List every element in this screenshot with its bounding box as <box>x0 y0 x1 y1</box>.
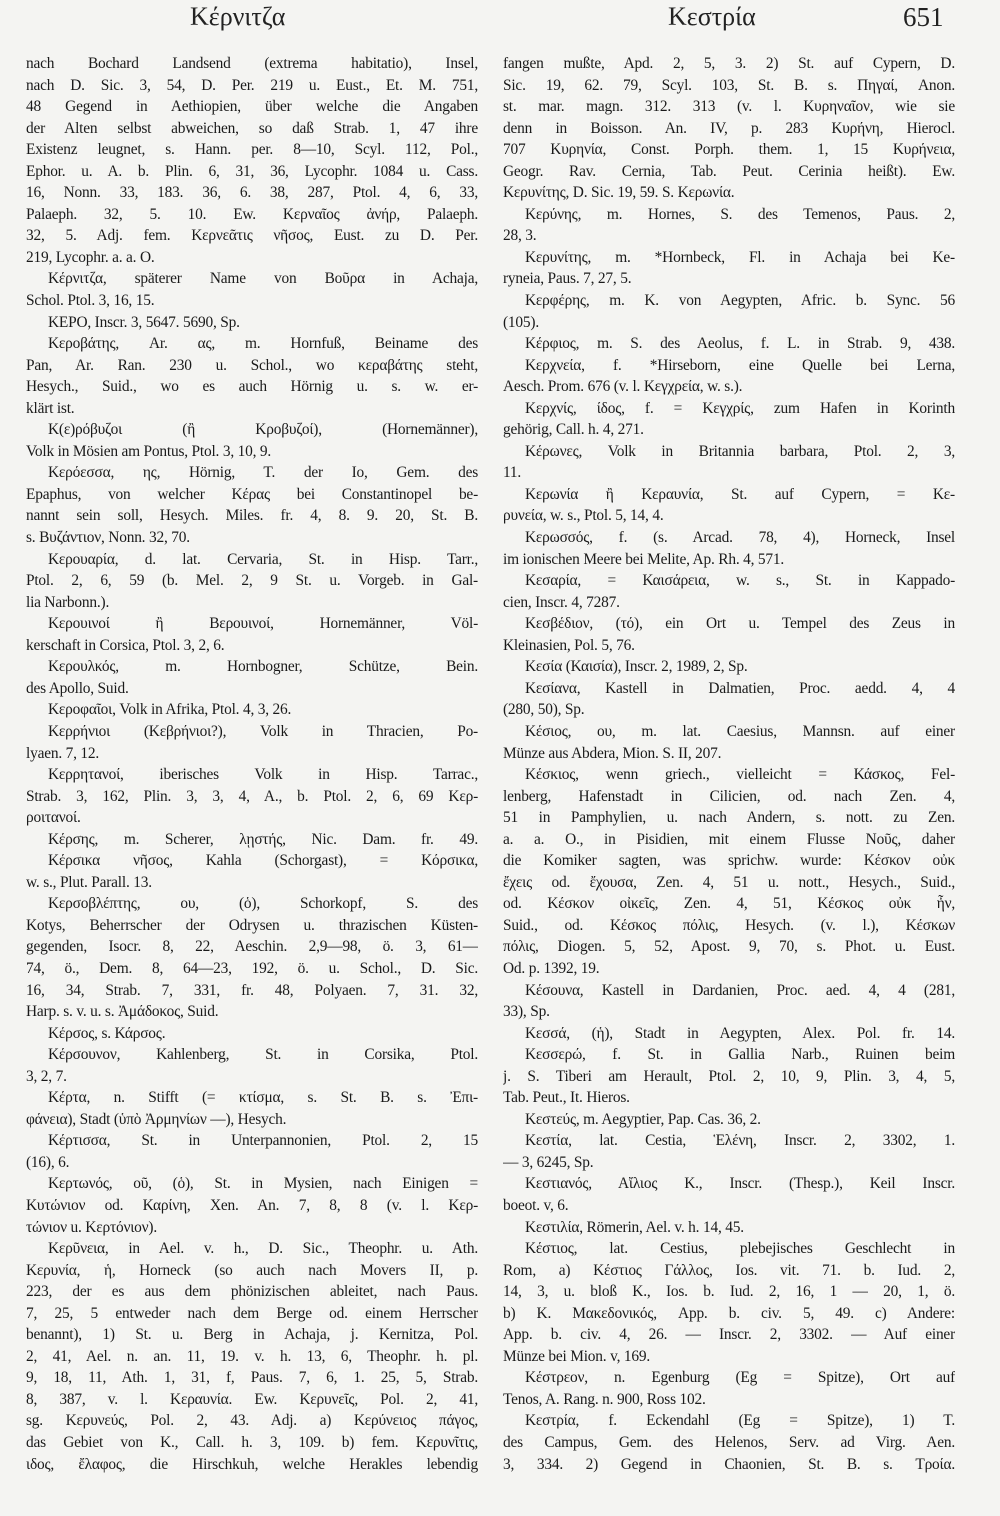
text-line: Epaphus, von welcher Κέρας bei Constantinopel be- <box>26 485 478 503</box>
entry-headline: Κερόεσσα, ης, Hörnig, T. der Io, Gem. des <box>48 464 478 482</box>
text-line: lia Narbonn.). <box>26 593 110 611</box>
text-line: Ptol. 2, 6, 59 (b. Mel. 2, 9 St. u. Vorgeb. in Gal- <box>26 572 478 590</box>
text-line: des Apollo, Suid. <box>26 679 129 697</box>
text-line: Volk in Mösien am Pontus, Ptol. 3, 10, 9. <box>26 442 272 460</box>
entry-headline: Κερωσσός, f. (s. Arcad. 78, 4), Horneck, Insel <box>525 529 955 547</box>
entry-headline: Κεσσερώ, f. St. in Gallia Narb., Ruinen beim <box>525 1046 955 1064</box>
left-guide-word: Κέρνιτζα <box>190 2 286 31</box>
text-line: Od. p. 1392, 19. <box>503 959 600 977</box>
entry-headline: Κέσουνα, Kastell in Dardanien, Proc. aed. 4, 4 (281, <box>525 981 955 999</box>
entry-headline: Κεσαρία, = Καισάρεια, w. s., St. in Kappado- <box>525 572 955 590</box>
text-line: 14, 3, u. bloß Κ., Ios. b. Iud. 2, 16, 1 — 20, 1, ö. <box>503 1283 955 1301</box>
text-line: sg. Κερυνεύς, Pol. 2, 43. Adj. a) Κερύνειος πάγος, <box>26 1412 478 1430</box>
text-line: Κερυνία, ἡ, Horneck (so auch nach Movers II, p. <box>26 1261 478 1279</box>
entry-headline: Κερρήνιοι (Κεβρήνιοι?), Volk in Thracien, Po- <box>48 722 478 740</box>
entry-headline: Κερουινοί ἢ Βερουινοί, Hornemänner, Völ- <box>48 615 478 633</box>
entry-headline: KEPO, Inscr. 3, 5647. 5690, Sp. <box>48 313 240 331</box>
text-line: Suid., od. Κέσκος πόλις, Hesych. (v. l.), Κέσκων <box>503 916 955 934</box>
entry-headline: Κερχνεία, f. *Hirseborn, eine Quelle bei Lerna, <box>525 356 955 374</box>
text-line: — 3, 6245, Sp. <box>503 1153 594 1171</box>
text-line: Harp. s. v. u. s. Ἀμάδοκος, Suid. <box>26 1003 219 1021</box>
text-line: nach Bochard Landsend (extrema habitatio), Insel, <box>26 55 478 72</box>
page-number: 651 <box>903 2 944 32</box>
text-line: j. S. Tiberi am Herault, Ptol. 2, 10, 9, Plin. 3, 4, 5, <box>503 1067 955 1085</box>
text-line: Tenos, A. Rang. n. 900, Ross 102. <box>503 1390 706 1408</box>
entry-headline: Κερρητανοί, iberisches Volk in Hisp. Tarrac., <box>48 766 478 784</box>
text-line: Strab. 3, 162, Plin. 3, 3, 4, A., b. Ptol. 2, 6, 69 Κερ- <box>26 787 478 805</box>
entry-headline: Κ(ε)ρόβυζοι (ἢ Κροβυζοί), (Hornemänner), <box>48 421 478 439</box>
text-line: kerschaft in Corsica, Ptol. 3, 2, 6. <box>26 636 225 654</box>
text-line: ἔχεις od. ἔχουσα, Zen. 4, 51 u. nott., Hesych., Suid., <box>503 873 955 891</box>
text-line: denn in Boisson. An. IV, p. 283 Κυρήνη, Hierocl. <box>503 119 955 137</box>
page-header <box>0 0 1000 48</box>
entry-headline: Κέρτα, n. Stifft (= κτίσμα, s. St. B. s. Ἐπι- <box>48 1089 478 1107</box>
text-line: w. s., Plut. Parall. 13. <box>26 873 152 891</box>
text-line: 33), Sp. <box>503 1003 550 1021</box>
text-line: 9, 18, 11, Ath. 1, 31, f, Paus. 7, 6, 1. 25, 5, Strab. <box>26 1369 478 1387</box>
text-line: od. Κέσκον οἰκεῖς, Zen. 4, 51, Κέσκος οὐκ ἦν, <box>503 895 955 913</box>
text-line: 707 Κυρηνία, Const. Porph. them. 1, 15 Κυρήνεια, <box>503 141 955 159</box>
text-line: πόλις, Diogen. 5, 52, Apost. 9, 70, s. Phot. u. Eust. <box>503 938 955 956</box>
text-line: Κερυνίτης, D. Sic. 19, 59. S. Κερωνία. <box>503 184 735 202</box>
text-line: lyaen. 7, 12. <box>26 744 100 762</box>
entry-headline: Κερῦνεια, in Ael. v. h., D. Sic., Theophr. u. Ath. <box>48 1240 478 1258</box>
text-line: Kleinasien, Pol. 5, 76. <box>503 636 635 654</box>
text-line: cien, Inscr. 4, 7287. <box>503 593 620 611</box>
text-line: nannt sein soll, Hesych. Miles. fr. 4, 8. 9. 20, St. B. <box>26 507 478 525</box>
entry-headline: Κεστία, lat. Cestia, Ἑλένη, Inscr. 2, 3302, 1. <box>525 1132 955 1150</box>
entry-headline: Κέρωνες, Volk in Britannia barbara, Ptol. 2, 3, <box>525 442 955 460</box>
text-line: φάνεια), Stadt (ὑπὸ Ἀρμηνίων —), Hesych. <box>26 1110 287 1128</box>
text-line: a. a. O., in Pisidien, mit einem Flusse Νοῦς, daher <box>503 830 955 848</box>
entry-headline: Κέσιος, ου, m. lat. Caesius, Mannsn. auf einer <box>525 722 955 740</box>
entry-headline: Κερσοβλέπτης, ου, (ὁ), Schorkopf, S. des <box>48 895 478 913</box>
text-line: st. mar. magn. 312. 313 (v. l. Κυρηναῖον, wie sie <box>503 98 955 116</box>
text-line: ροιτανοί. <box>26 809 81 827</box>
entry-headline: Κέρσουνον, Kahlenberg, St. in Corsika, Ptol. <box>48 1046 478 1064</box>
text-line: τώνιον u. Κερτόνιον). <box>26 1218 157 1236</box>
text-line: 74, ö., Dem. 8, 64—23, 192, ö. u. Schol., D. Sic. <box>26 959 478 977</box>
text-line: 2, 41, Ael. n. an. 11, 19. v. h. 13, 6, Theophr. h. pl. <box>26 1347 478 1365</box>
text-line: der Alten selbst abweichen, so daß Strab. 1, 47 ihre <box>26 119 478 137</box>
entry-headline: Κεσία (Καισία), Inscr. 2, 1989, 2, Sp. <box>525 658 748 676</box>
text-line: 28, 3. <box>503 227 537 245</box>
text-line: Tab. Peut., It. Hieros. <box>503 1089 630 1107</box>
text-line: fangen mußte, Apd. 2, 5, 3. 2) St. auf Cypern, D. <box>503 55 955 72</box>
text-line: Münze aus Abdera, Mion. S. II, 207. <box>503 744 722 762</box>
text-line: (16), 6. <box>26 1153 70 1171</box>
text-line: ryneia, Paus. 7, 27, 5. <box>503 270 632 288</box>
text-line: nach D. Sic. 3, 54, D. Per. 219 u. Eust., Et. M. 751, <box>26 76 478 94</box>
text-line: 16, 34, Strab. 7, 331, fr. 48, Polyaen. 7, 31. 32, <box>26 981 478 999</box>
entry-headline: Κερουλκός, m. Hornbogner, Schütze, Bein. <box>48 658 478 676</box>
entry-headline: Κέρσος, s. Κάρσος. <box>48 1024 166 1042</box>
entry-headline: Κερυνίτης, m. *Hornbeck, Fl. in Achaja bei Ke- <box>525 248 955 266</box>
text-line: gehörig, Call. h. 4, 271. <box>503 421 644 439</box>
entry-headline: Κέρνιτζα, späterer Name von Βοῦρα in Achaja, <box>48 270 478 288</box>
entry-headline: Κέρτισσα, St. in Unterpannonien, Ptol. 2, 15 <box>48 1132 478 1150</box>
text-line: Palaeph. 32, 5. 10. Ew. Κερναῖος ἀνήρ, Palaeph. <box>26 205 478 223</box>
text-line: 32, 5. Adj. fem. Κερνεᾶτις νῆσος, Eust. zu D. Per. <box>26 227 478 245</box>
right-column <box>503 53 955 1475</box>
text-line: im ionischen Meere bei Melite, Ap. Rh. 4, 571. <box>503 550 785 568</box>
text-line: 219, Lycophr. a. a. O. <box>26 248 155 266</box>
text-line: boeot. v, 6. <box>503 1196 569 1214</box>
text-line: Κυτώνιον od. Καρίνη, Xen. An. 7, 8, 8 (v. l. Κερ- <box>26 1196 478 1214</box>
text-line: 16, Nonn. 33, 183. 36, 6. 38, 287, Ptol. 4, 6, 33, <box>26 184 478 202</box>
left-column <box>26 53 478 1475</box>
text-line: 3, 2, 7. <box>26 1067 67 1085</box>
text-line: 8, 387, v. l. Κεραυνία. Ew. Κερυνεῖς, Pol. 2, 41, <box>26 1390 478 1408</box>
text-line: das Gebiet von K., Call. h. 3, 109. b) fem. Κερυνῖτις, <box>26 1434 478 1451</box>
entry-headline: Κέρσης, m. Scherer, λῃστής, Nic. Dam. fr. 49. <box>48 830 478 848</box>
entry-headline: Κεσβέδιον, (τό), ein Ort u. Tempel des Zeus in <box>525 615 955 633</box>
entry-headline: Κέρσικα νῆσος, Kahla (Schorgast), = Κόρσικα, <box>48 852 478 870</box>
text-line: App. b. civ. 4, 26. — Inscr. 2, 3302. — Auf einer <box>503 1326 955 1344</box>
entry-headline: Κερωνία ἢ Κεραυνία, St. auf Cypern, = Κε- <box>525 485 955 503</box>
text-line: die Komiker sagten, was sprichw. wurde: Κέσκον οὐκ <box>503 852 955 870</box>
text-line: 3, 334. 2) Gegend in Chaonien, St. B. s. Τροία. <box>503 1455 955 1473</box>
entry-headline: Κερύνης, m. Hornes, S. des Temenos, Paus. 2, <box>525 205 955 223</box>
text-line: b) Κ. Μακεδονικός, App. b. civ. 5, 49. c) Andere: <box>503 1304 955 1322</box>
text-line: klärt ist. <box>26 399 75 417</box>
entry-headline: Κεστιανός, Αἴλιος Κ., Inscr. (Thesp.), Keil Inscr. <box>525 1175 955 1193</box>
text-line: Ephor. u. A. b. Plin. 6, 31, 36, Lycophr. 1084 u. Cass. <box>26 162 478 180</box>
entry-headline: Κερφέρης, m. K. von Aegypten, Afric. b. Sync. 56 <box>525 292 955 310</box>
text-line: Existenz leugnet, s. Hann. per. 8—10, Scyl. 112, Pol., <box>26 141 478 159</box>
entry-headline: Κερχνίς, ίδος, f. = Κεγχρίς, zum Hafen in Korinth <box>525 399 955 417</box>
text-line: Geogr. Rav. Cernia, Tab. Peut. Cerinia heißt). Ew. <box>503 162 955 180</box>
text-line: Pan, Ar. Ran. 230 u. Schol., wo κεραβάτης steht, <box>26 356 478 374</box>
entry-headline: Κερτωνός, οῦ, (ὁ), St. in Mysien, nach Einigen = <box>48 1175 478 1193</box>
text-line: des Campus, Gem. des Helenos, Serv. ad Virg. Aen. <box>503 1434 955 1451</box>
text-line: 51 in Pamphylien, u. nach Andern, s. nott. zu Zen. <box>503 809 955 827</box>
text-line: Aesch. Prom. 676 (v. l. Κεγχρεία, w. s.). <box>503 378 743 396</box>
entry-headline: Κεστεύς, m. Aegyptier, Pap. Cas. 36, 2. <box>525 1110 761 1128</box>
text-line: ρυνεία, w. s., Ptol. 5, 14, 4. <box>503 507 664 525</box>
text-line: ιδος, ἔλαφος, die Hirschkuh, welche Herakles lebendig <box>26 1455 478 1473</box>
text-line: benannt), 1) St. u. Berg in Achaja, j. Kernitza, Pol. <box>26 1326 478 1344</box>
text-line: Schol. Ptol. 3, 16, 15. <box>26 292 155 310</box>
text-line: s. Βυζάντιον, Nonn. 32, 70. <box>26 529 190 547</box>
right-guide-word: Κεστρία <box>668 2 756 31</box>
entry-headline: Κεστιλία, Römerin, Ael. v. h. 14, 45. <box>525 1218 744 1236</box>
text-line: Rom, a) Κέστιος Γάλλος, Ios. vit. 71. b. Iud. 2, <box>503 1261 955 1279</box>
entry-headline: Κέσκιος, wenn griech., vielleicht = Κάσκος, Fel- <box>525 766 955 784</box>
text-line: (280, 50), Sp. <box>503 701 585 719</box>
entry-headline: Κερουαρία, d. lat. Cervaria, St. in Hisp. Tarr., <box>48 550 478 568</box>
text-line: 48 Gegend in Aethiopien, über welche die Angaben <box>26 98 478 116</box>
text-line: 7, 25, 5 entweder nach dem Berge od. einem Herrscher <box>26 1304 478 1322</box>
text-line: Sic. 19, 62. 79, Scyl. 103, St. B. s. Πηγαί, Anon. <box>503 76 955 94</box>
text-line: 11. <box>503 464 522 482</box>
entry-headline: Κεσσά, (ἡ), Stadt in Aegypten, Alex. Pol. fr. 14. <box>525 1024 955 1042</box>
entry-headline: Κεστρία, f. Eckendahl (Eg = Spitze), 1) T. <box>525 1412 955 1430</box>
entry-headline: Κεροφαῖοι, Volk in Afrika, Ptol. 4, 3, 26. <box>48 701 292 719</box>
entry-headline: Κέστρεον, n. Egenburg (Eg = Spitze), Ort auf <box>525 1369 955 1387</box>
text-line: Kotys, Beherrscher der Odrysen u. thrazischen Küsten- <box>26 916 478 934</box>
text-line: gegenden, Isocr. 8, 22, Aeschin. 2,9—98, ö. 3, 61— <box>26 938 478 956</box>
entry-headline: Κεσίανα, Kastell in Dalmatien, Proc. aedd. 4, 4 <box>525 679 955 697</box>
text-line: Münze bei Mion. v, 169. <box>503 1347 651 1365</box>
entry-headline: Κέρφιος, m. S. des Aeolus, f. L. in Strab. 9, 438. <box>525 335 955 353</box>
text-line: 223, der es aus dem phönizischen ableitet, nach Paus. <box>26 1283 478 1301</box>
text-line: Hesych., Suid., wo es auch Hörnig u. s. w. er- <box>26 378 478 396</box>
text-line: lenberg, Hafenstadt in Cilicien, od. nach Zen. 4, <box>503 787 955 805</box>
entry-headline: Κέστιος, lat. Cestius, plebejisches Geschlecht in <box>525 1240 955 1258</box>
entry-headline: Κεροβάτης, Ar. ας, m. Hornfuß, Beiname des <box>48 335 478 353</box>
text-line: (105). <box>503 313 539 331</box>
